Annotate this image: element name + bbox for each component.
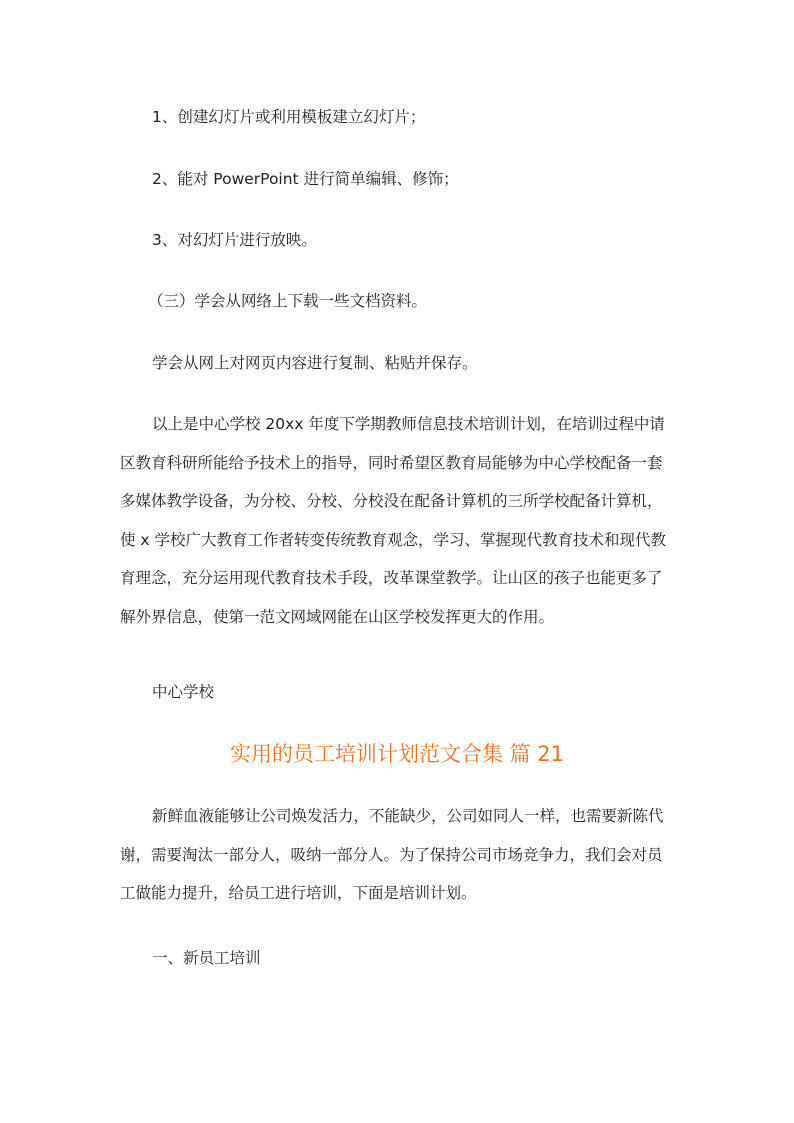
summary-line: 育理念，充分运用现代教育技术手段，改革课堂教学。让山区的孩子也能更多了 xyxy=(120,569,663,588)
intro-paragraph xyxy=(120,797,680,913)
list-item-1: 1、创建幻灯片或利用模板建立幻灯片； xyxy=(152,108,426,126)
intro-line: 工做能力提升，给员工进行培训，下面是培训计划。 xyxy=(120,884,477,903)
signature: 中心学校 xyxy=(152,683,215,701)
list-item-2: 2、能对 PowerPoint 进行简单编辑、修饰； xyxy=(152,170,459,188)
summary-line: 区教育科研所能给予技术上的指导，同时希望区教育局能够为中心学校配备一套 xyxy=(120,453,663,472)
summary-paragraph xyxy=(120,405,680,637)
summary-line: 解外界信息，使第一范文网域网能在山区学校发挥更大的作用。 xyxy=(120,607,555,626)
sub-heading: （三）学会从网络上下载一些文档资料。 xyxy=(148,292,428,310)
summary-line: 使 x 学校广大教育工作者转变传统教育观念，学习、掌握现代教育技术和现代教 xyxy=(120,530,667,549)
intro-line: 新鲜血液能够让公司焕发活力，不能缺少，公司如同人一样，也需要新陈代 xyxy=(152,807,664,825)
part-heading: 一、新员工培训 xyxy=(152,949,261,967)
summary-line: 以上是中心学校 20xx 年度下学期教师信息技术培训计划，在培训过程中请 xyxy=(152,415,665,433)
sub-text: 学会从网上对网页内容进行复制、粘贴并保存。 xyxy=(152,354,478,372)
intro-line: 谢，需要淘汰一部分人，吸纳一部分人。为了保持公司市场竞争力，我们会对员 xyxy=(120,845,663,864)
section-title: 实用的员工培训计划范文合集 篇 21 xyxy=(229,742,565,766)
list-item-3: 3、对幻灯片进行放映。 xyxy=(152,231,317,249)
summary-line: 多媒体教学设备，为分校、分校、分校没在配备计算机的三所学校配备计算机， xyxy=(120,492,663,511)
